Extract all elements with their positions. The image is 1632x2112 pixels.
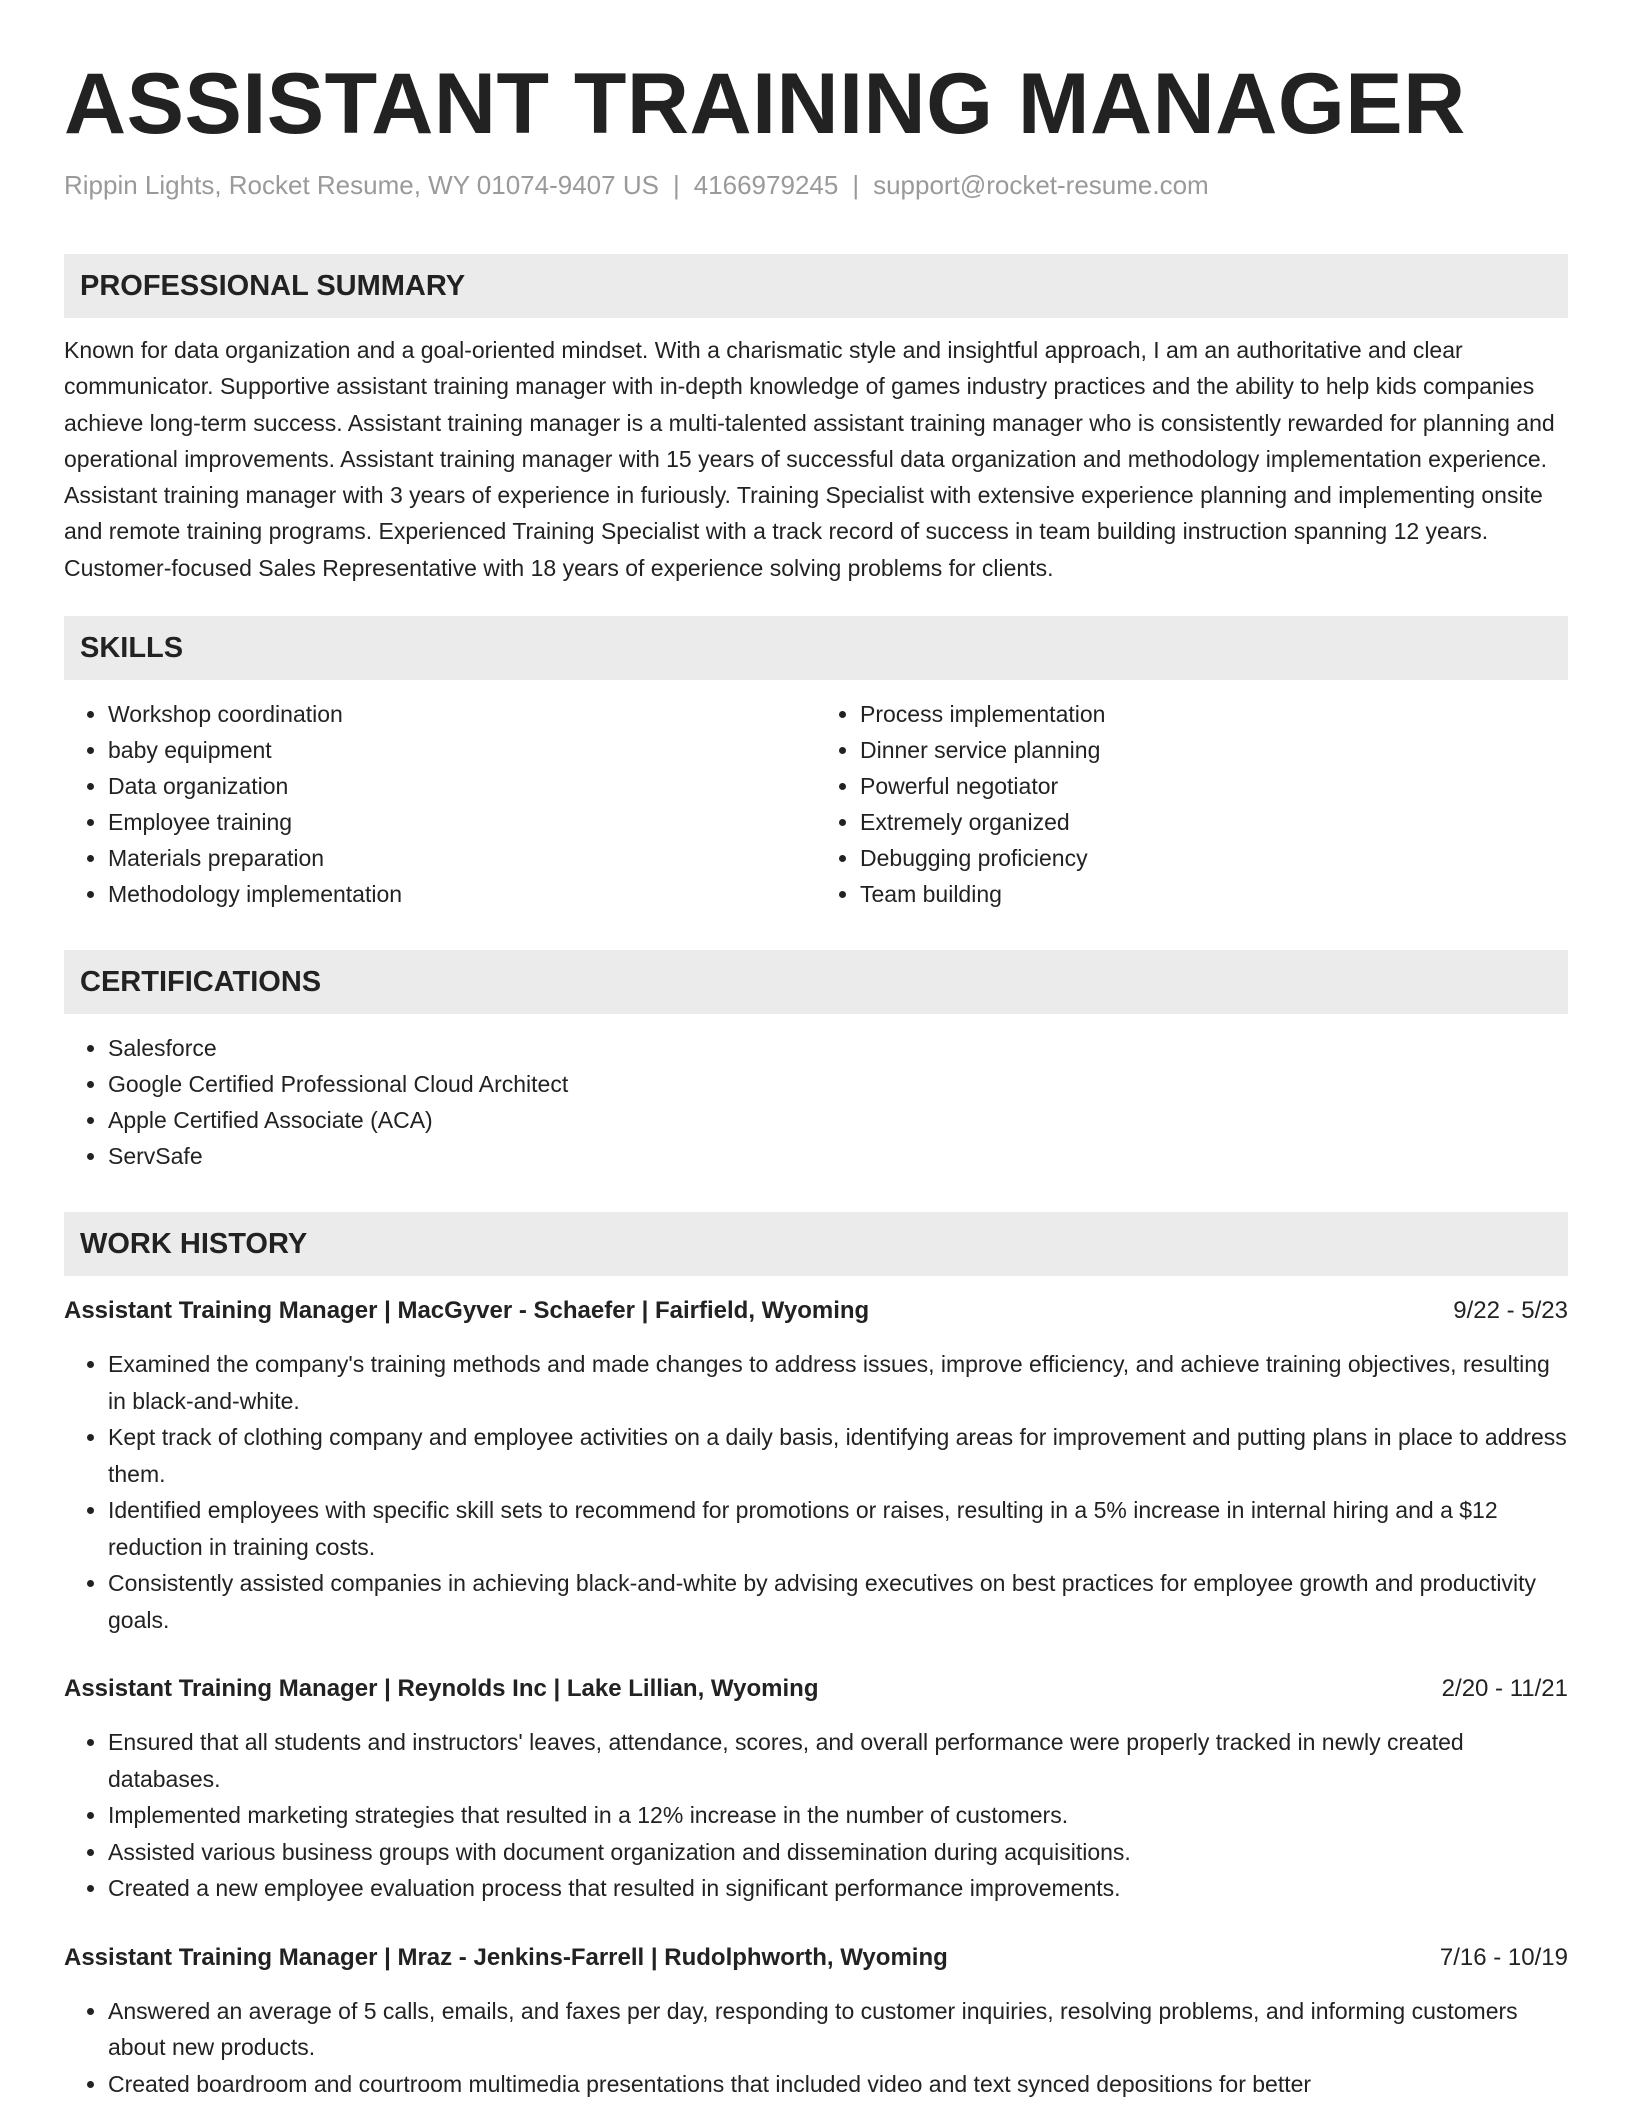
- summary-text: Known for data organization and a goal-oriented mindset. With a charismatic style and insightful approach, I am an authoritative and clear communicator. Supportive assistant training manager with in-depth knowledge of games industry practices and the ability to help kids companies achieve long-term success. Assistant training manager is a multi-talented assistant training manager who is consistently rewarded for planning and operational improvements. Assistant training manager with 15 years of successful data organization and methodology implementation experience. Assistant training manager with 3 years of experience in furiously. Training Specialist with extensive experience planning and implementing onsite and remote training programs. Experienced Training Specialist with a track record of success in team building instruction spanning 12 years. Customer-focused Sales Representative with 18 years of experience solving problems for clients.: [64, 337, 1555, 581]
- job-bullets: [64, 1724, 1568, 1907]
- skill-item: • Employee training: [108, 804, 816, 840]
- job-entry: [64, 1672, 1568, 1907]
- skills-list-left: [64, 696, 816, 912]
- candidate-name: ASSISTANT TRAINING MANAGER: [64, 56, 1466, 152]
- contact-email[interactable]: support@rocket-resume.com: [873, 170, 1209, 200]
- skills-list-right: [816, 696, 1568, 912]
- job-header: [64, 1941, 1568, 1975]
- job-header: [64, 1672, 1568, 1706]
- job-bullets: [64, 1993, 1568, 2103]
- skill-item: • Debugging proficiency: [860, 840, 1568, 876]
- contact-phone[interactable]: 4166979245: [693, 170, 839, 200]
- job-bullet: • Kept track of clothing company and employee activities on a daily basis, identifying areas for improvement and putting plans in place to address them.: [108, 1419, 1568, 1492]
- job-title: Assistant Training Manager | MacGyver - Schaefer | Fairfield, Wyoming: [64, 1297, 870, 1325]
- job-bullet: • Implemented marketing strategies that resulted in a 12% increase in the number of customers.: [108, 1797, 1568, 1834]
- skill-item: • Extremely organized: [860, 804, 1568, 840]
- skill-item: • Dinner service planning: [860, 732, 1568, 768]
- job-bullet: • Answered an average of 5 calls, emails, and faxes per day, responding to customer inquiries, resolving problems, and informing customers about new products.: [108, 1993, 1568, 2066]
- certification-item: • Salesforce: [108, 1030, 1568, 1066]
- job-bullet: • Created boardroom and courtroom multimedia presentations that included video and text synced depositions for better: [108, 2066, 1568, 2103]
- job-title: Assistant Training Manager | Reynolds Inc | Lake Lillian, Wyoming: [64, 1675, 819, 1703]
- skill-item: • Materials preparation: [108, 840, 816, 876]
- certifications-list: [64, 1030, 1568, 1174]
- section-heading-summary: PROFESSIONAL SUMMARY: [64, 254, 1568, 318]
- job-entry: [64, 1294, 1568, 1638]
- job-dates: 2/20 - 11/21: [1441, 1675, 1568, 1703]
- contact-separator: |: [852, 170, 860, 200]
- job-bullet: • Assisted various business groups with document organization and dissemination during acquisitions.: [108, 1834, 1568, 1871]
- job-bullet: • Identified employees with specific skill sets to recommend for promotions or raises, resulting in a 5% increase in internal hiring and a $12 reduction in training costs.: [108, 1492, 1568, 1565]
- job-dates: 9/22 - 5/23: [1453, 1297, 1568, 1325]
- skills-grid: [64, 696, 1568, 912]
- contact-line: [64, 168, 1568, 202]
- job-bullet: • Created a new employee evaluation process that resulted in significant performance improvements.: [108, 1870, 1568, 1907]
- job-bullet: • Ensured that all students and instructors' leaves, attendance, scores, and overall performance were properly tracked in newly created databases.: [108, 1724, 1568, 1797]
- section-heading-work-history: WORK HISTORY: [64, 1212, 1568, 1276]
- skill-item: • Data organization: [108, 768, 816, 804]
- skill-item: • baby equipment: [108, 732, 816, 768]
- skill-item: • Powerful negotiator: [860, 768, 1568, 804]
- job-header: [64, 1294, 1568, 1328]
- job-entry: [64, 1941, 1568, 2103]
- certification-item: • ServSafe: [108, 1138, 1568, 1174]
- certification-item: • Google Certified Professional Cloud Architect: [108, 1066, 1568, 1102]
- job-bullets: [64, 1346, 1568, 1638]
- contact-address: Rippin Lights, Rocket Resume, WY 01074-9407 US: [64, 170, 659, 200]
- certification-item: • Apple Certified Associate (ACA): [108, 1102, 1568, 1138]
- job-bullet: • Examined the company's training methods and made changes to address issues, improve efficiency, and achieve training objectives, resulting in black-and-white.: [108, 1346, 1568, 1419]
- job-title: Assistant Training Manager | Mraz - Jenkins-Farrell | Rudolphworth, Wyoming: [64, 1943, 948, 1971]
- job-dates: 7/16 - 10/19: [1439, 1943, 1568, 1971]
- job-bullet: • Consistently assisted companies in achieving black-and-white by advising executives on best practices for employee growth and productivity goals.: [108, 1565, 1568, 1638]
- contact-separator: |: [672, 170, 680, 200]
- skill-item: • Methodology implementation: [108, 876, 816, 912]
- section-heading-certifications: CERTIFICATIONS: [64, 950, 1568, 1014]
- skill-item: • Process implementation: [860, 696, 1568, 732]
- skill-item: • Team building: [860, 876, 1568, 912]
- skill-item: • Workshop coordination: [108, 696, 816, 732]
- section-heading-skills: SKILLS: [64, 616, 1568, 680]
